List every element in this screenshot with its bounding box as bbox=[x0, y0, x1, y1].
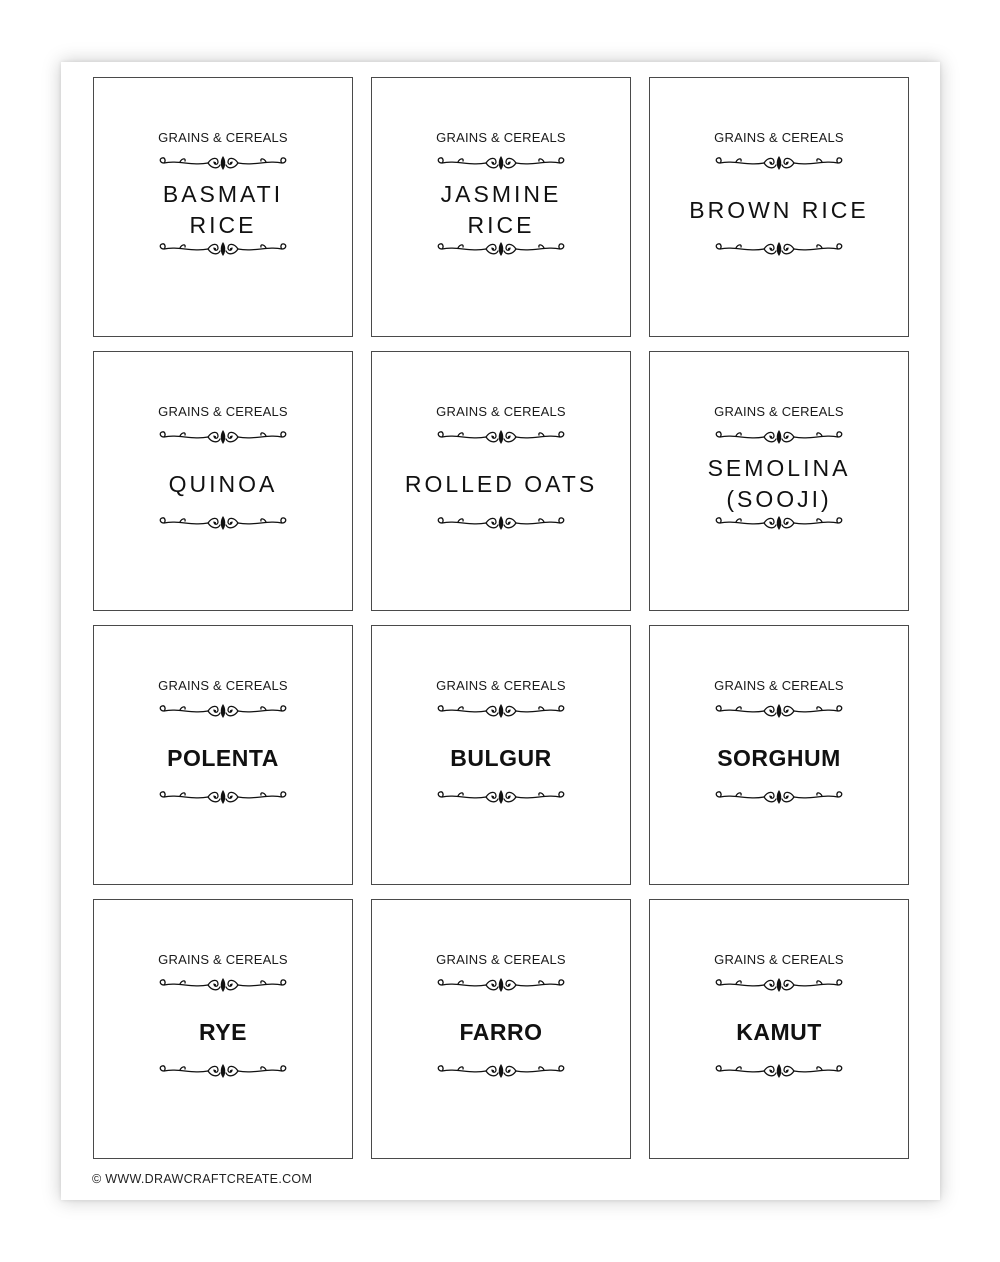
pantry-label bbox=[93, 899, 353, 1159]
flourish-divider-icon bbox=[436, 1062, 566, 1080]
label-name: BROWN RICE bbox=[689, 196, 869, 223]
label-category: GRAINS & CEREALS bbox=[714, 952, 844, 967]
label-category: GRAINS & CEREALS bbox=[158, 404, 288, 419]
flourish-divider-icon bbox=[158, 428, 288, 446]
label-category: GRAINS & CEREALS bbox=[158, 678, 288, 693]
pantry-label bbox=[93, 351, 353, 611]
flourish-divider-icon bbox=[714, 788, 844, 806]
label-category: GRAINS & CEREALS bbox=[436, 130, 566, 145]
label-sheet bbox=[61, 62, 940, 1200]
flourish-divider-icon bbox=[436, 240, 566, 258]
flourish-divider-icon bbox=[158, 788, 288, 806]
pantry-label bbox=[93, 625, 353, 885]
label-category: GRAINS & CEREALS bbox=[436, 404, 566, 419]
pantry-label bbox=[649, 899, 909, 1159]
flourish-divider-icon bbox=[436, 514, 566, 532]
pantry-label bbox=[649, 77, 909, 337]
flourish-divider-icon bbox=[436, 428, 566, 446]
flourish-divider-icon bbox=[158, 514, 288, 532]
label-name: POLENTA bbox=[167, 744, 279, 771]
label-category: GRAINS & CEREALS bbox=[436, 678, 566, 693]
label-name: BASMATI RICE bbox=[162, 181, 284, 238]
flourish-divider-icon bbox=[714, 240, 844, 258]
flourish-divider-icon bbox=[714, 1062, 844, 1080]
flourish-divider-icon bbox=[714, 976, 844, 994]
label-category: GRAINS & CEREALS bbox=[436, 952, 566, 967]
flourish-divider-icon bbox=[158, 976, 288, 994]
flourish-divider-icon bbox=[436, 154, 566, 172]
label-category: GRAINS & CEREALS bbox=[714, 404, 844, 419]
flourish-divider-icon bbox=[436, 976, 566, 994]
label-category: GRAINS & CEREALS bbox=[714, 130, 844, 145]
label-name: RYE bbox=[199, 1018, 247, 1045]
flourish-divider-icon bbox=[158, 1062, 288, 1080]
pantry-label bbox=[371, 899, 631, 1159]
pantry-label bbox=[371, 77, 631, 337]
label-name: SEMOLINA (SOOJI) bbox=[707, 455, 851, 512]
pantry-label bbox=[649, 351, 909, 611]
label-category: GRAINS & CEREALS bbox=[714, 678, 844, 693]
label-name: FARRO bbox=[459, 1018, 543, 1045]
pantry-label bbox=[371, 351, 631, 611]
flourish-divider-icon bbox=[158, 240, 288, 258]
label-name: KAMUT bbox=[736, 1018, 822, 1045]
label-name: QUINOA bbox=[168, 470, 278, 497]
flourish-divider-icon bbox=[436, 788, 566, 806]
pantry-label bbox=[649, 625, 909, 885]
pantry-label bbox=[93, 77, 353, 337]
flourish-divider-icon bbox=[714, 154, 844, 172]
label-name: ROLLED OATS bbox=[404, 470, 598, 497]
label-name: JASMINE RICE bbox=[440, 181, 562, 238]
pantry-label bbox=[371, 625, 631, 885]
flourish-divider-icon bbox=[714, 514, 844, 532]
label-category: GRAINS & CEREALS bbox=[158, 952, 288, 967]
copyright-footer: © WWW.DRAWCRAFTCREATE.COM bbox=[92, 1172, 313, 1186]
flourish-divider-icon bbox=[158, 702, 288, 720]
label-name: SORGHUM bbox=[717, 744, 841, 771]
label-category: GRAINS & CEREALS bbox=[158, 130, 288, 145]
label-grid bbox=[93, 77, 909, 1159]
flourish-divider-icon bbox=[158, 154, 288, 172]
label-name: BULGUR bbox=[450, 744, 552, 771]
flourish-divider-icon bbox=[714, 702, 844, 720]
flourish-divider-icon bbox=[714, 428, 844, 446]
flourish-divider-icon bbox=[436, 702, 566, 720]
